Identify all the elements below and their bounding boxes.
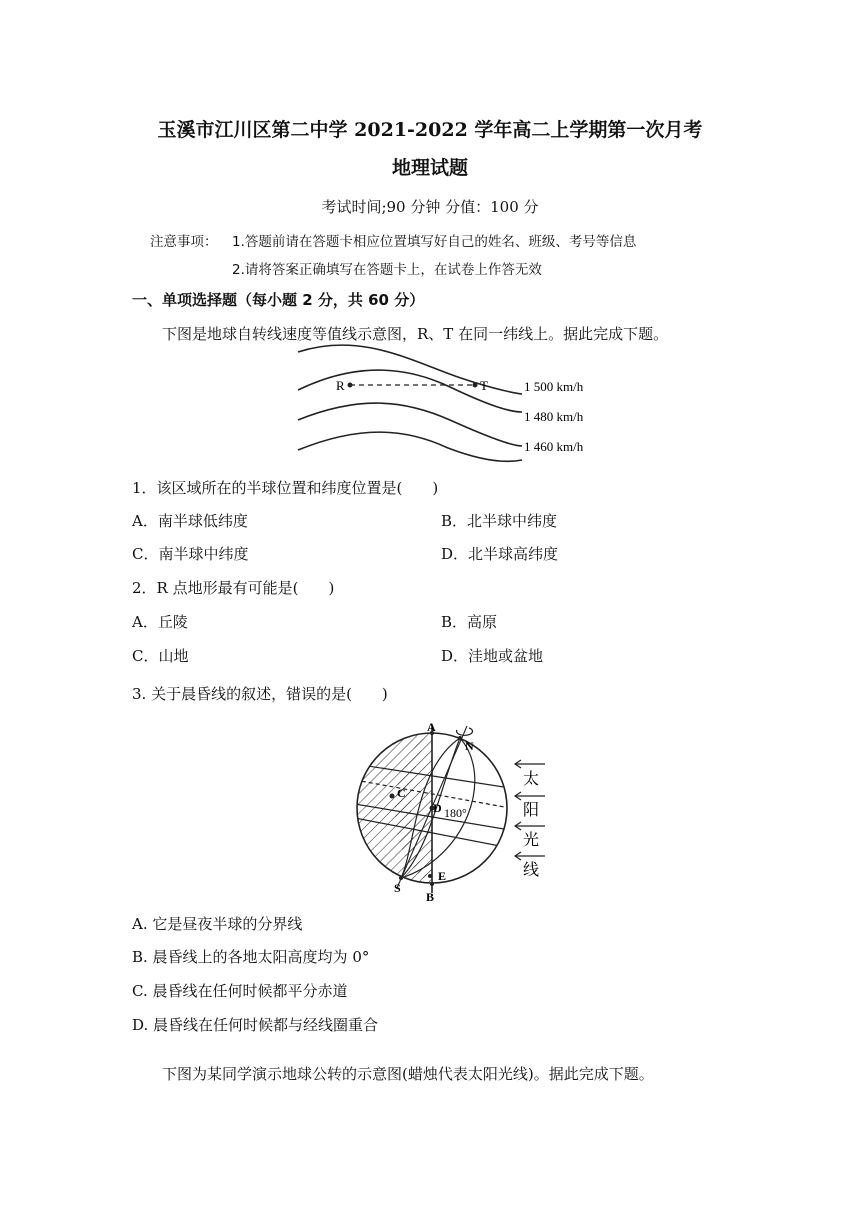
question-2-option-c[interactable]: C．山地	[132, 647, 189, 665]
question-3-option-a[interactable]: A. 它是昼夜半球的分界线	[132, 915, 303, 933]
globe-label-n: N	[465, 739, 474, 753]
exam-info: 考试时间;90 分钟 分值：100 分	[321, 198, 539, 216]
section-heading: 一、单项选择题（每小题 2 分，共 60 分）	[132, 291, 425, 309]
sunlight-char-2: 阳	[523, 802, 540, 819]
question-1-option-c[interactable]: C．南半球中纬度	[132, 545, 249, 563]
isoline-label-1500: 1 500 km/h	[524, 379, 584, 394]
question-1-option-d[interactable]: D．北半球高纬度	[441, 545, 559, 563]
sunlight-char-1: 太	[523, 771, 540, 788]
exam-title: 玉溪市江川区第二中学 2021-2022 学年高二上学期第一次月考	[157, 119, 703, 141]
globe-label-d: D	[433, 801, 442, 815]
notes-label: 注意事项：	[150, 234, 218, 250]
question-1-stem: 1．该区域所在的半球位置和纬度位置是( )	[132, 479, 439, 497]
question-3-stem: 3. 关于晨昏线的叙述，错误的是( )	[132, 685, 388, 703]
globe-label-b: B	[426, 890, 435, 904]
point-r-label: R	[336, 378, 345, 393]
isoline-label-1480: 1 480 km/h	[524, 409, 584, 424]
globe-label-a: A	[427, 720, 436, 734]
point-t-label: T	[480, 378, 488, 393]
question-3-option-d[interactable]: D. 晨昏线在任何时候都与经线圈重合	[132, 1016, 379, 1034]
globe-label-s: S	[394, 881, 401, 895]
sunlight-char-3: 光	[523, 832, 540, 849]
intro-1: 下图是地球自转线速度等值线示意图，R、T 在同一纬线上。据此完成下题。	[162, 325, 669, 343]
question-2-option-b[interactable]: B．高原	[441, 613, 498, 631]
question-1-option-a[interactable]: A．南半球低纬度	[132, 512, 248, 530]
note-item-2: 2.请将答案正确填写在答题卡上，在试卷上作答无效	[232, 262, 542, 278]
question-2-stem: 2．R 点地形最有可能是( )	[132, 579, 335, 597]
exam-subject: 地理试题	[391, 157, 468, 179]
isoline-label-1460: 1 460 km/h	[524, 439, 584, 454]
question-3-option-c[interactable]: C. 晨昏线在任何时候都平分赤道	[132, 982, 348, 1000]
globe-label-180: 180°	[444, 806, 467, 820]
globe-terminator-figure	[345, 718, 555, 908]
globe-label-c: C	[397, 786, 406, 800]
question-1-option-b[interactable]: B．北半球中纬度	[441, 512, 558, 530]
velocity-isoline-figure	[290, 340, 610, 470]
sunlight-char-4: 线	[523, 862, 540, 879]
globe-label-e: E	[438, 869, 447, 883]
intro-2: 下图为某同学演示地球公转的示意图(蜡烛代表太阳光线)。据此完成下题。	[162, 1065, 654, 1083]
question-2-option-d[interactable]: D．洼地或盆地	[441, 647, 544, 665]
note-item-1: 1.答题前请在答题卡相应位置填写好自己的姓名、班级、考号等信息	[232, 234, 637, 250]
question-2-option-a[interactable]: A．丘陵	[132, 613, 188, 631]
question-3-option-b[interactable]: B. 晨昏线上的各地太阳高度均为 0°	[132, 948, 370, 966]
